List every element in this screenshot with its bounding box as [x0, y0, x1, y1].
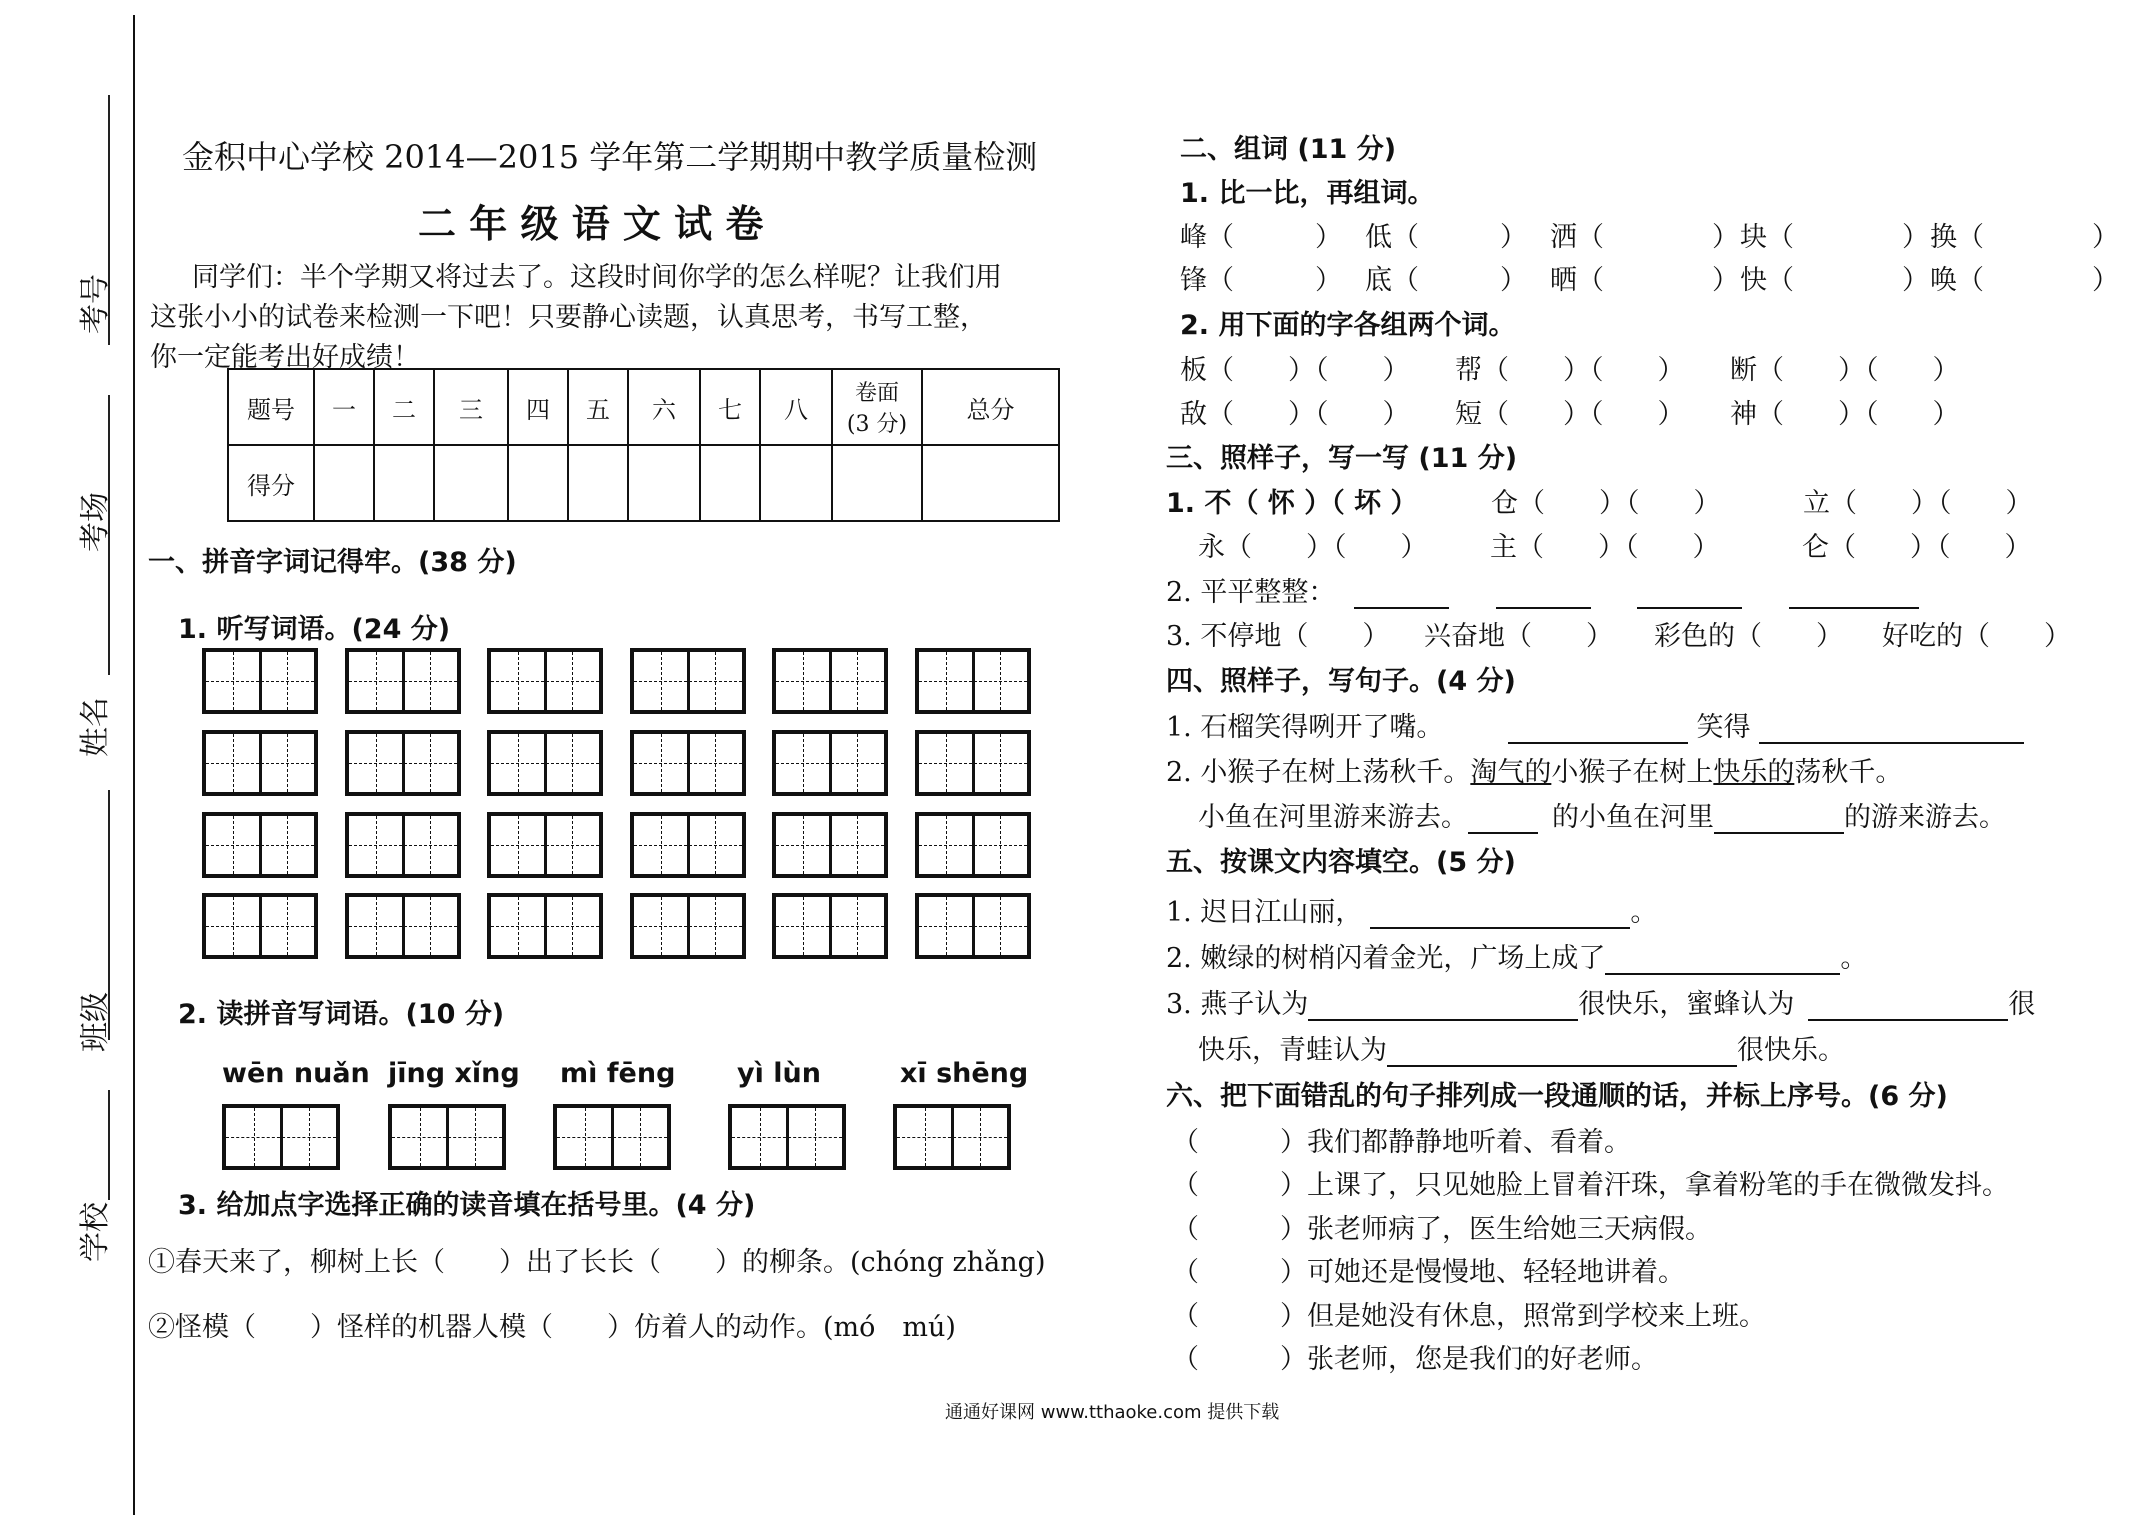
compare-item: 块（ ）: [1740, 222, 1929, 253]
score-head: 八: [760, 369, 832, 445]
order-item: （ ）我们都静静地听着、看着。: [1172, 1127, 1631, 1158]
phrase-item: 彩色的（ ）: [1654, 621, 1843, 652]
score-head: 一: [314, 369, 374, 445]
s2-row1: [1180, 215, 2119, 254]
dictation-grid[interactable]: [630, 812, 746, 878]
s4-task-end: 的游来游去。: [1844, 802, 2006, 833]
punct: 。: [1840, 943, 1868, 974]
dictation-grid[interactable]: [345, 730, 461, 796]
underlined-word: 快乐的: [1713, 757, 1795, 788]
dictation-grid[interactable]: [772, 812, 888, 878]
punct: 。: [1630, 897, 1658, 928]
dictation-grid[interactable]: [202, 648, 318, 714]
section-5-title: 五、按课文内容填空。(5 分): [1166, 847, 1516, 878]
score-head: 四: [508, 369, 568, 445]
compare-item: 晒（ ）: [1550, 265, 1739, 296]
pinyin-3: mì fēng: [560, 1058, 676, 1089]
score-cell[interactable]: [760, 445, 832, 521]
intro-line-3: 你一定能考出好成绩！: [150, 342, 420, 373]
answer-line[interactable]: [1468, 832, 1538, 834]
dictation-grid[interactable]: [202, 893, 318, 959]
score-head: 卷面 (3 分): [832, 369, 922, 445]
pattern-item: 主（ ）（ ）: [1490, 532, 1720, 563]
score-head: 六: [628, 369, 700, 445]
s1-q3-item-2: ②怪模（ ）怪样的机器人模（ ）仿着人的动作。(mó mú): [148, 1312, 956, 1343]
score-head: 题号: [228, 369, 314, 445]
pattern-item: 立（ ）（ ）: [1803, 488, 2033, 519]
dictation-grid[interactable]: [915, 648, 1031, 714]
score-head: 三: [434, 369, 508, 445]
score-cell[interactable]: [922, 445, 1059, 521]
dictation-grid[interactable]: [345, 812, 461, 878]
score-table: [227, 368, 1060, 522]
section-1-title: 一、拼音字词记得牢。(38 分): [148, 547, 517, 578]
dictation-grid[interactable]: [915, 893, 1031, 959]
dictation-grid[interactable]: [630, 648, 746, 714]
text-line: 2. 嫩绿的树梢闪着金光，广场上成了: [1166, 943, 1606, 974]
binding-line: [133, 15, 135, 1515]
phrase-item: 兴奋地（ ）: [1424, 621, 1613, 652]
score-cell[interactable]: [568, 445, 628, 521]
text-line: 3. 燕子认为: [1166, 989, 1309, 1020]
answer-line[interactable]: [1508, 742, 1688, 744]
dictation-grid[interactable]: [915, 730, 1031, 796]
s1-q1-title: 1. 听写词语。(24 分): [178, 614, 451, 645]
s3-row3: [1166, 570, 1919, 609]
pattern-item: 仑（ ）（ ）: [1802, 532, 2032, 563]
order-item: （ ）上课了，只见她脸上冒着汗珠，拿着粉笔的手在微微发抖。: [1172, 1170, 2009, 1201]
compare-item: 换（ ）: [1930, 222, 2119, 253]
compare-item: 唤（ ）: [1930, 265, 2119, 296]
order-item: （ ）张老师，您是我们的好老师。: [1172, 1344, 1658, 1375]
section-6-title: 六、把下面错乱的句子排列成一段通顺的话，并标上序号。(6 分): [1166, 1081, 1948, 1112]
dictation-grid[interactable]: [915, 812, 1031, 878]
s3-row2: [1198, 525, 2032, 564]
s5-q3: [1166, 982, 2035, 1021]
dictation-grid[interactable]: [202, 730, 318, 796]
s1-q3-title: 3. 给加点字选择正确的读音填在括号里。(4 分): [178, 1190, 756, 1221]
dictation-grid[interactable]: [487, 730, 603, 796]
s2-q1-title: 1. 比一比，再组词。: [1180, 178, 1435, 209]
order-item: （ ）可她还是慢慢地、轻轻地讲着。: [1172, 1257, 1685, 1288]
text-line: 很: [2008, 989, 2036, 1020]
dictation-grid[interactable]: [772, 893, 888, 959]
s5-q1: [1166, 890, 1657, 929]
score-cell[interactable]: [508, 445, 568, 521]
s2-row3: [1180, 348, 1960, 387]
phrase-item: 3. 不停地（ ）: [1166, 621, 1390, 652]
word-item: 敌（ ）（ ）: [1180, 399, 1410, 430]
section-2-title: 二、组词 (11 分): [1180, 134, 1397, 165]
word-item: 帮（ ）（ ）: [1455, 355, 1685, 386]
section-4-title: 四、照样子，写句子。(4 分): [1166, 666, 1516, 697]
example-item: 1. 不（ 怀 ）（ 坏 ）: [1166, 488, 1418, 519]
aabb-label: 2. 平平整整：: [1166, 577, 1336, 608]
s4-task-start: 小鱼在河里游来游去。: [1198, 802, 1468, 833]
score-row-label: 得分: [228, 445, 314, 521]
score-cell[interactable]: [374, 445, 434, 521]
dictation-grid[interactable]: [630, 893, 746, 959]
word-item: 短（ ）（ ）: [1455, 399, 1685, 430]
pinyin-2: jīng xǐng: [388, 1058, 520, 1089]
dictation-grid[interactable]: [345, 893, 461, 959]
answer-line[interactable]: [1789, 607, 1919, 609]
answer-line[interactable]: [1308, 1019, 1578, 1021]
s2-row4: [1180, 392, 1960, 431]
exam-title: 金积中心学校 2014—2015 学年第二学期期中教学质量检测: [182, 138, 1038, 176]
dictation-grid[interactable]: [487, 893, 603, 959]
word-item: 神（ ）（ ）: [1730, 399, 1960, 430]
pinyin-5: xī shēng: [900, 1058, 1029, 1089]
compare-item: 底（ ）: [1365, 265, 1527, 296]
text-line: 很快乐，蜜蜂认为: [1578, 989, 1795, 1020]
s4-task-mid: 的小鱼在河里: [1552, 802, 1714, 833]
footer-credit: 通通好课网 www.tthaoke.com 提供下载: [945, 1402, 1280, 1423]
answer-line[interactable]: [1496, 607, 1591, 609]
answer-line[interactable]: [1605, 973, 1840, 975]
pattern-item: 仓（ ）（ ）: [1491, 488, 1721, 519]
compare-item: 锋（ ）: [1180, 265, 1342, 296]
s5-q3-cont: [1198, 1028, 1845, 1067]
s3-row4: [1166, 614, 2071, 653]
score-cell[interactable]: [434, 445, 508, 521]
pinyin-grid[interactable]: [388, 1104, 506, 1170]
exam-number-label: 考号: [78, 274, 113, 334]
s1-q3-item-1: ①春天来了，柳树上长（ ）出了长长（ ）的柳条。(chóng zhǎng): [148, 1247, 1046, 1278]
s4-q2: [1166, 750, 1902, 789]
s4-example-mid: 小猴子在树上: [1551, 757, 1714, 788]
phrase-item: 好吃的（ ）: [1882, 621, 2071, 652]
answer-line[interactable]: [1759, 742, 2024, 744]
dictation-grid[interactable]: [487, 648, 603, 714]
score-head: 二: [374, 369, 434, 445]
compare-item: 洒（ ）: [1550, 222, 1739, 253]
name-label: 姓名: [78, 697, 113, 757]
answer-line[interactable]: [1808, 1019, 2008, 1021]
dictation-grid[interactable]: [772, 730, 888, 796]
dictation-grid[interactable]: [630, 730, 746, 796]
score-head: 五: [568, 369, 628, 445]
s3-row1: [1166, 481, 2033, 520]
pinyin-grid[interactable]: [553, 1104, 671, 1170]
order-item: （ ）但是她没有休息，照常到学校来上班。: [1172, 1301, 1766, 1332]
s4-q1-mid: 笑得: [1696, 712, 1751, 743]
pinyin-grid[interactable]: [728, 1104, 846, 1170]
dictation-grid[interactable]: [487, 812, 603, 878]
s1-q2-title: 2. 读拼音写词语。(10 分): [178, 999, 505, 1030]
class-label: 班级: [78, 992, 113, 1052]
s4-q2-task: [1198, 795, 2006, 834]
text-line: 很快乐。: [1737, 1035, 1845, 1066]
word-item: 板（ ）（ ）: [1180, 355, 1410, 386]
score-cell[interactable]: [832, 445, 922, 521]
word-item: 断（ ）（ ）: [1730, 355, 1960, 386]
answer-line[interactable]: [1370, 927, 1630, 929]
dictation-grid[interactable]: [345, 648, 461, 714]
dictation-grid[interactable]: [202, 812, 318, 878]
order-item: （ ）张老师病了，医生给她三天病假。: [1172, 1214, 1712, 1245]
text-line: 快乐，青蛙认为: [1198, 1035, 1387, 1066]
dictation-grid[interactable]: [772, 648, 888, 714]
s2-q2-title: 2. 用下面的字各组两个词。: [1180, 310, 1516, 341]
score-cell[interactable]: [314, 445, 374, 521]
s2-row2: [1180, 258, 2119, 297]
pinyin-grid[interactable]: [222, 1104, 340, 1170]
s4-example-end: 荡秋千。: [1794, 757, 1903, 788]
answer-line[interactable]: [1387, 1065, 1737, 1067]
score-cell[interactable]: [628, 445, 700, 521]
section-3-title: 三、照样子，写一写 (11 分): [1166, 443, 1518, 474]
poem-line: 1. 迟日江山丽，: [1166, 897, 1363, 928]
pinyin-1: wēn nuǎn: [222, 1058, 370, 1089]
school-label: 学校: [78, 1202, 113, 1262]
score-cell[interactable]: [700, 445, 760, 521]
answer-line[interactable]: [1714, 832, 1844, 834]
score-head: 七: [700, 369, 760, 445]
intro-line-1: 同学们：半个学期又将过去了。这段时间你学的怎么样呢？让我们用: [192, 262, 1002, 293]
score-head: 总分: [922, 369, 1059, 445]
s4-example-1: 1. 石榴笑得咧开了嘴。: [1166, 712, 1444, 743]
compare-item: 低（ ）: [1365, 222, 1527, 253]
intro-line-2: 这张小小的试卷来检测一下吧！只要静心读题，认真思考，书写工整，: [150, 302, 987, 333]
s4-example-2: 2. 小猴子在树上荡秋千。: [1166, 757, 1471, 788]
pinyin-grid[interactable]: [893, 1104, 1011, 1170]
exam-subtitle: 二 年 级 语 文 试 卷: [418, 202, 764, 246]
answer-line[interactable]: [1637, 607, 1742, 609]
pattern-item: 永（ ）（ ）: [1198, 532, 1428, 563]
pinyin-4: yì lùn: [737, 1058, 821, 1089]
underlined-word: 淘气的: [1470, 757, 1552, 788]
exam-room-label: 考场: [78, 492, 113, 552]
side-line-4: [108, 1090, 110, 1200]
s4-q1: [1166, 705, 2024, 744]
s5-q2: [1166, 936, 1867, 975]
answer-line[interactable]: [1354, 607, 1449, 609]
compare-item: 快（ ）: [1740, 265, 1929, 296]
compare-item: 峰（ ）: [1180, 222, 1342, 253]
